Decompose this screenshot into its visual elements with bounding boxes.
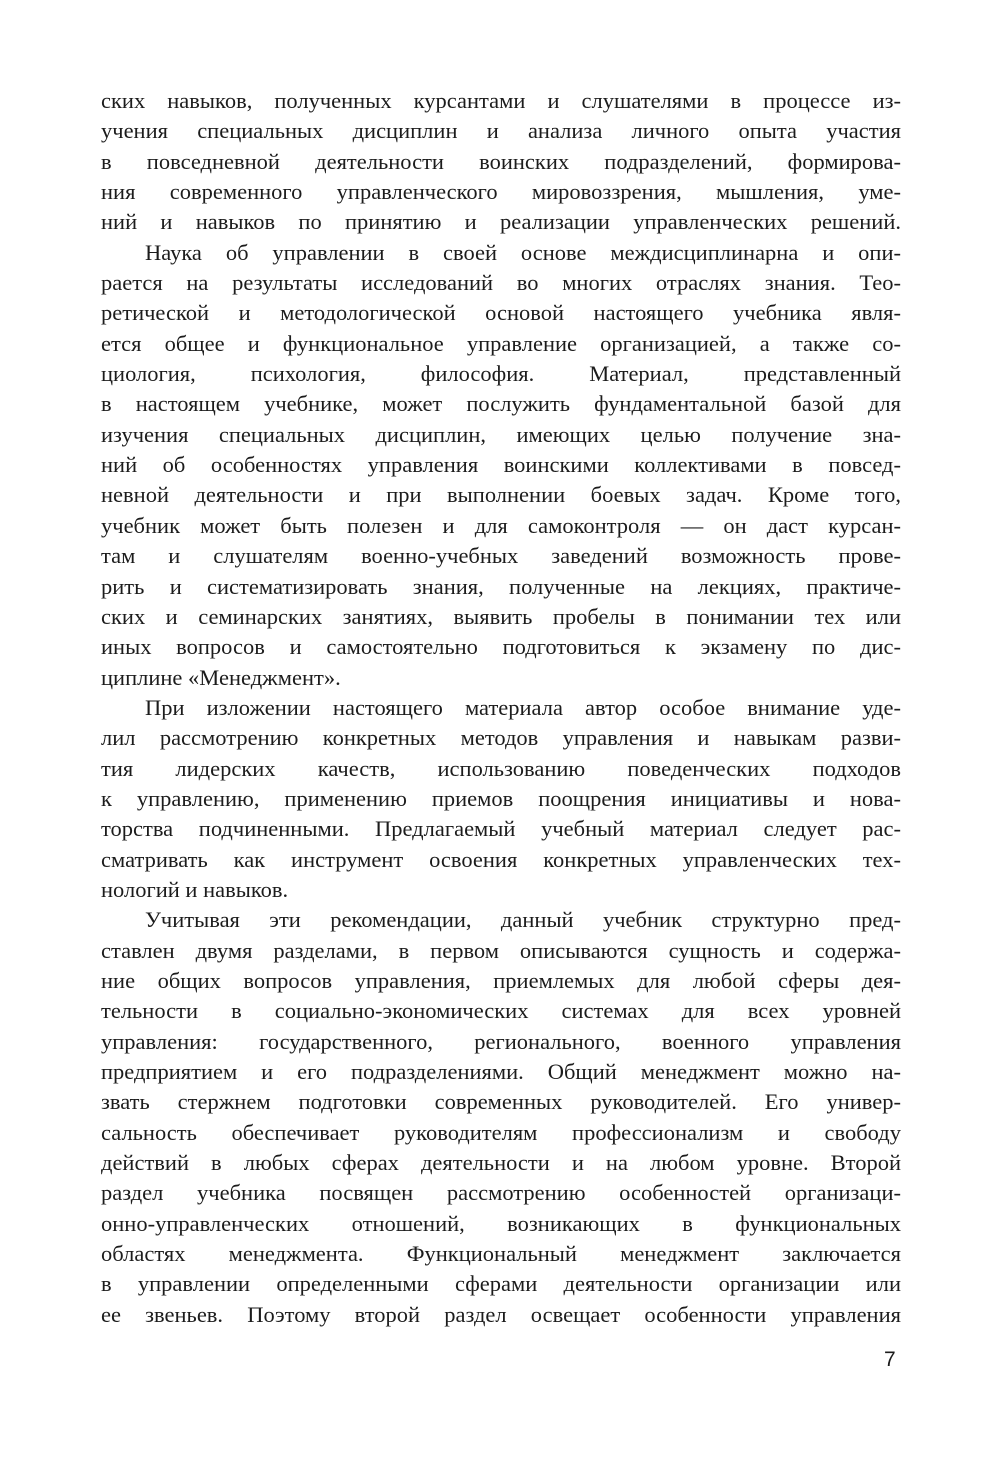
text-line: в настоящем учебнике, может послужить фундаментальной базой для <box>101 391 901 417</box>
text-line: нологий и навыков. <box>101 876 289 902</box>
text-line: иных вопросов и самостоятельно подготовиться к экзамену по дис- <box>101 634 901 660</box>
text-line: ретической и методологической основой настоящего учебника явля- <box>101 300 901 326</box>
paragraph <box>101 905 901 1330</box>
text-line: учения специальных дисциплин и анализа личного опыта участия <box>101 118 901 144</box>
paragraph <box>101 86 901 238</box>
text-line: там и слушателям военно-учебных заведений возможность прове- <box>101 543 901 569</box>
paragraph <box>101 238 901 693</box>
text-line: действий в любых сферах деятельности и на любом уровне. Второй <box>101 1150 901 1176</box>
text-line: онно-управленческих отношений, возникающих в функциональных <box>101 1210 901 1236</box>
text-line: раздел учебника посвящен рассмотрению особенностей организаци- <box>101 1180 901 1206</box>
text-line: ние общих вопросов управления, приемлемых для любой сферы дея- <box>101 967 901 993</box>
text-line: предприятием и его подразделениями. Общий менеджмент можно на- <box>101 1059 901 1084</box>
text-line: звать стержнем подготовки современных руководителей. Его универ- <box>101 1089 901 1115</box>
text-line: ний и навыков по принятию и реализации управленческих решений. <box>101 209 901 235</box>
text-line: циплине «Менеджмент». <box>101 664 341 690</box>
text-line: сальность обеспечивает руководителям профессионализм и свободу <box>101 1119 901 1145</box>
text-line: торства подчиненными. Предлагаемый учебный материал следует рас- <box>101 816 901 842</box>
text-line: ний об особенностях управления воинскими коллективами в повсед- <box>101 452 901 478</box>
text-line: учебник может быть полезен и для самоконтроля — он даст курсан- <box>101 512 901 538</box>
text-line: невной деятельности и при выполнении боевых задач. Кроме того, <box>101 482 901 508</box>
text-line: в повседневной деятельности воинских подразделений, формирова- <box>101 148 901 174</box>
paragraph <box>101 693 901 905</box>
text-line: сматривать как инструмент освоения конкретных управленческих тех- <box>101 846 901 872</box>
text-line: тельности в социально-экономических системах для всех уровней <box>101 998 901 1024</box>
text-line: рается на результаты исследований во многих отраслях знания. Тео- <box>101 270 901 296</box>
body-text <box>101 86 901 1330</box>
text-line: ских и семинарских занятиях, выявить пробелы в понимании тех или <box>101 603 901 629</box>
text-line: Учитывая эти рекомендации, данный учебник структурно пред- <box>145 907 901 933</box>
text-line: Наука об управлении в своей основе междисциплинарна и опи- <box>145 239 901 265</box>
text-line: областях менеджмента. Функциональный менеджмент заключается <box>101 1241 901 1267</box>
page-number: 7 <box>884 1348 896 1371</box>
text-line: управления: государственного, регионального, военного управления <box>101 1028 901 1054</box>
text-line: ее звеньев. Поэтому второй раздел освещает особенности управления <box>101 1301 901 1327</box>
text-line: лил рассмотрению конкретных методов управления и навыкам разви- <box>101 725 901 751</box>
text-line: При изложении настоящего материала автор особое внимание уде- <box>145 694 901 720</box>
text-line: циология, психология, философия. Материал, представленный <box>101 361 901 387</box>
text-line: ставлен двумя разделами, в первом описываются сущность и содержа- <box>101 937 901 963</box>
text-line: к управлению, применению приемов поощрения инициативы и нова- <box>101 785 901 811</box>
text-line: рить и систематизировать знания, полученные на лекциях, практиче- <box>101 573 901 599</box>
text-line: изучения специальных дисциплин, имеющих целью получение зна- <box>101 421 901 447</box>
text-line: ется общее и функциональное управление организацией, а также со- <box>101 330 901 356</box>
text-line: ских навыков, полученных курсантами и слушателями в процессе из- <box>101 88 901 113</box>
text-line: ния современного управленческого мировоззрения, мышления, уме- <box>101 179 901 205</box>
text-line: в управлении определенными сферами деятельности организации или <box>101 1271 901 1297</box>
text-line: тия лидерских качеств, использованию поведенческих подходов <box>101 755 901 781</box>
